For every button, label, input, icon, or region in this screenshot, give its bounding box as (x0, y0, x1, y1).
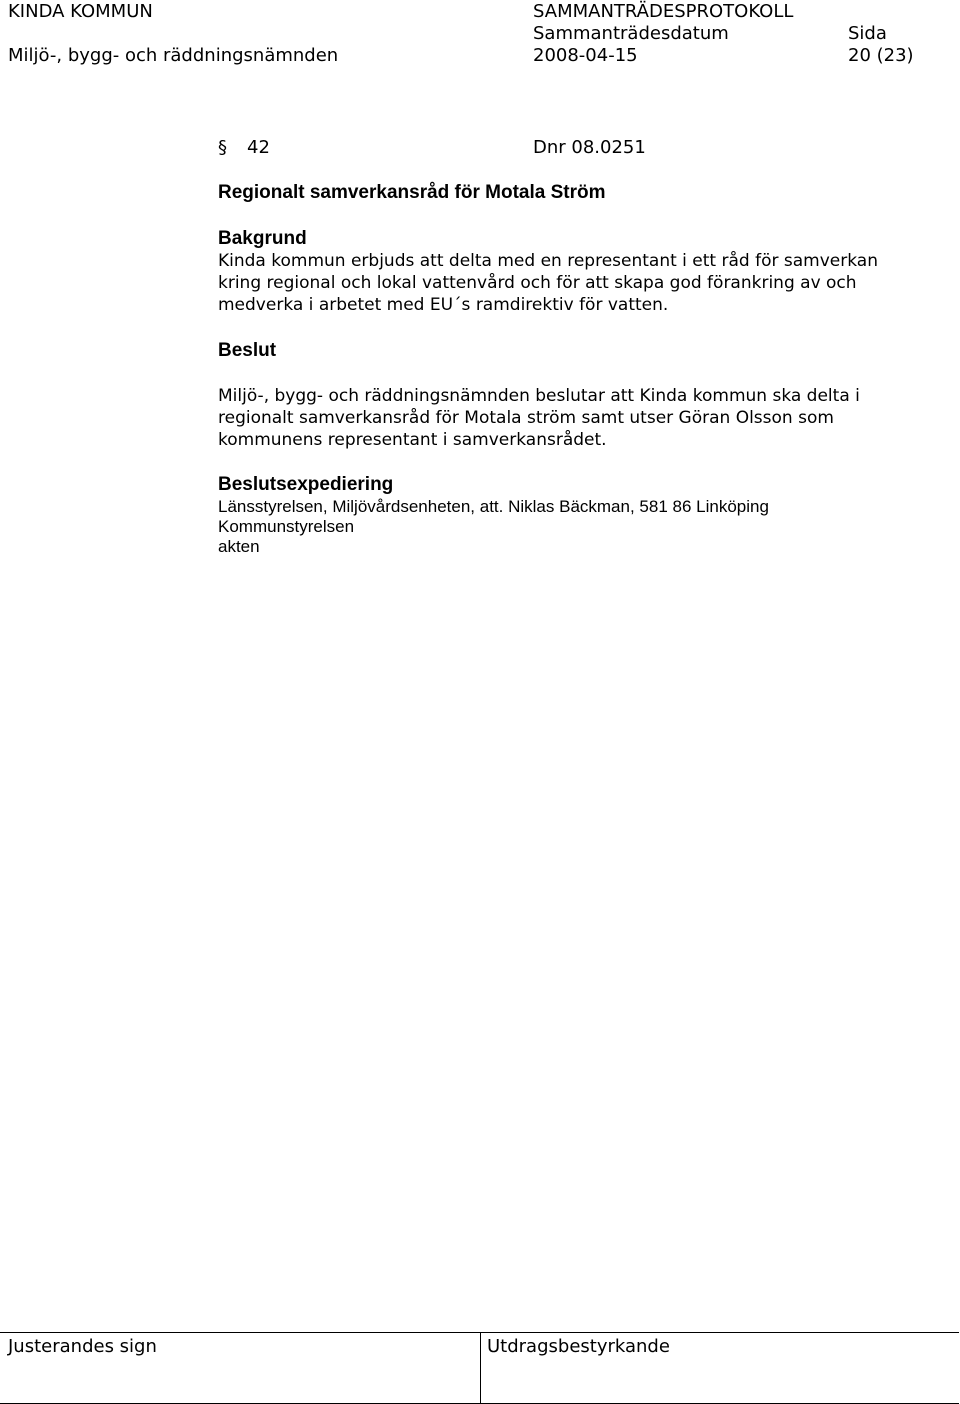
footer-signature-box (0, 1332, 959, 1404)
footer-utdragsbestyrkande: Utdragsbestyrkande (487, 1336, 670, 1357)
dispatch-line: Länsstyrelsen, Miljövårdsenheten, att. Niklas Bäckman, 581 86 Linköping (218, 497, 769, 516)
header-date: 2008-04-15 (533, 45, 638, 66)
decision-line: regionalt samverkansråd för Motala ström samt utser Göran Olsson som (218, 408, 834, 428)
footer-divider (480, 1333, 481, 1403)
footer-justerandes-sign: Justerandes sign (8, 1336, 157, 1357)
decision-line: Miljö-, bygg- och räddningsnämnden beslutar att Kinda kommun ska delta i (218, 386, 860, 406)
header-page-number: 20 (23) (848, 45, 914, 66)
decision-heading: Beslut (218, 340, 277, 361)
dispatch-heading: Beslutsexpediering (218, 474, 394, 495)
header-page-label: Sida (848, 23, 887, 44)
header-org: KINDA KOMMUN (8, 1, 153, 22)
header-date-label: Sammanträdesdatum (533, 23, 729, 44)
dispatch-line: akten (218, 537, 260, 556)
section-mark: § (218, 137, 227, 158)
decision-line: kommunens representant i samverkansrådet. (218, 430, 607, 450)
item-dnr: Dnr 08.0251 (533, 137, 646, 158)
dispatch-line: Kommunstyrelsen (218, 517, 355, 536)
item-title: Regionalt samverkansråd för Motala Ström (218, 182, 606, 203)
header-committee: Miljö-, bygg- och räddningsnämnden (8, 45, 339, 66)
header-doc-type: SAMMANTRÄDESPROTOKOLL (533, 1, 794, 22)
item-number: 42 (247, 137, 270, 158)
background-line: medverka i arbetet med EU´s ramdirektiv för vatten. (218, 295, 669, 315)
background-line: Kinda kommun erbjuds att delta med en representant i ett råd för samverkan (218, 251, 878, 271)
background-heading: Bakgrund (218, 228, 307, 249)
background-line: kring regional och lokal vattenvård och för att skapa god förankring av och (218, 273, 857, 293)
